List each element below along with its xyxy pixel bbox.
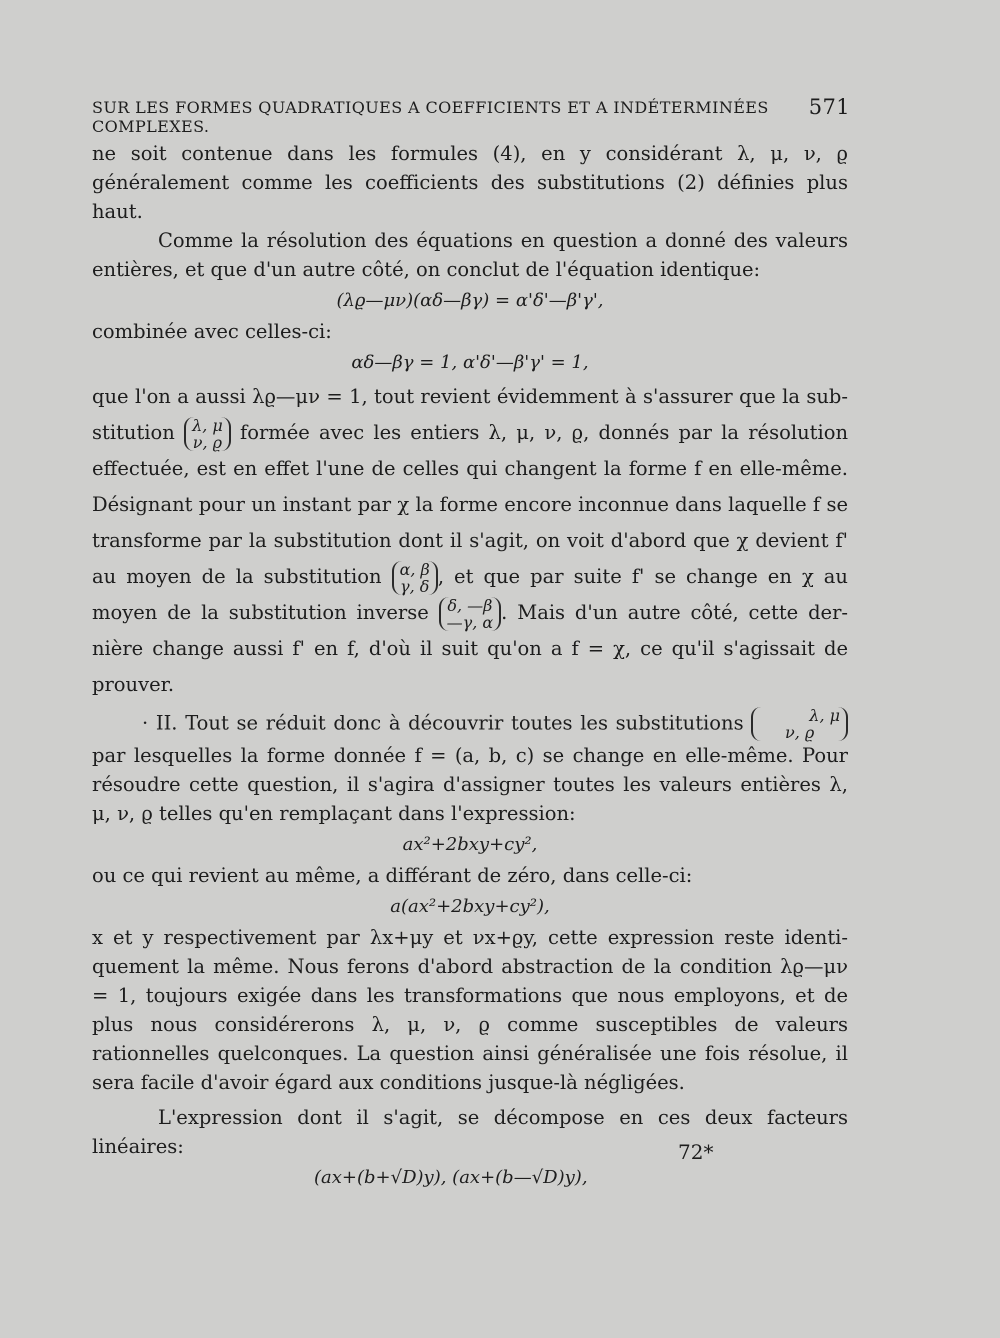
equation: a(ax²+2bxy+cy²), bbox=[390, 896, 550, 917]
section-ii: · II. Tout se réduit donc à découvrir toutes les substitutions λ, μ ν, ϱ par lesquelles la forme donnée f = (a, b, c) se change en elle-même. Pour résoudre cette question, il s'agira d'assigner toutes les valeurs entières λ, μ, ν, ϱ telles qu'en remplaçant dans l'expression: bbox=[92, 706, 848, 825]
running-header bbox=[92, 95, 850, 136]
paragraph: ne soit contenue dans les formules (4), en y considérant λ, μ, ν, ϱ généralement comme les coefficients des substitutions (2) définies plus haut. bbox=[92, 142, 848, 223]
signature-mark: 72* bbox=[678, 1140, 714, 1164]
page-number: 571 bbox=[808, 95, 850, 119]
paragraph: L'expression dont il s'agit, se décompose en ces deux facteurs linéaires: bbox=[92, 1106, 848, 1158]
paragraph: ou ce qui revient au même, a différant de zéro, dans celle-ci: bbox=[92, 864, 693, 887]
equation: (λϱ—μν)(αδ—βγ) = α'δ'—β'γ', bbox=[336, 290, 604, 311]
running-title: SUR LES FORMES QUADRATIQUES A COEFFICIENTS ET A INDÉTERMINÉES COMPLEXES. bbox=[92, 98, 769, 136]
substitution-matrix: λ, μ ν, ϱ bbox=[751, 707, 848, 741]
substitution-matrix: α, β γ, δ bbox=[392, 561, 438, 595]
paragraph: combinée avec celles-ci: bbox=[92, 320, 332, 343]
inverse-substitution-matrix: δ, —β —γ, α bbox=[439, 597, 502, 631]
paragraph: que l'on a aussi λϱ—μν = 1, tout revient évidemment à s'assurer que la sub-stitution λ, μ ν, ϱ formée avec les entiers λ, μ, ν, ϱ, donnés par la résolution effectuée, est en effet l'une de celles qui changent la forme f en elle-même. Désignant pour un instant par χ la forme encore inconnue dans laquelle f se transforme par la substitution dont il s'agit, on voit d'abord que χ devient f' au moyen de la substitution α, β γ, δ , et que par suite f' se change en χ au moyen de la substitution inverse δ, —β —γ, α . Mais d'un autre côté, cette der-nière change aussi f' en f, d'où il suit qu'on a f = χ, ce qu'il s'agissait de prouver. bbox=[92, 385, 849, 696]
page-body bbox=[92, 139, 848, 1194]
substitution-matrix: λ, μ ν, ϱ bbox=[184, 417, 231, 451]
paragraph: x et y respectivement par λx+μy et νx+ϱy, cette expression reste identi-quement la même. Nous ferons d'abord abstraction de la condition λϱ—μν = 1, toujours exigée dans les transformations que nous employons, et de plus nous considérerons λ, μ, ν, ϱ comme susceptibles de valeurs rationnelles quelconques. La question ainsi généralisée une fois résolue, il sera facile d'avoir égard aux conditions jusque-là négligées. bbox=[92, 926, 848, 1094]
equation: ax²+2bxy+cy², bbox=[402, 834, 538, 855]
equation: αδ—βγ = 1, α'δ'—β'γ' = 1, bbox=[351, 352, 589, 373]
paragraph: Comme la résolution des équations en question a donné des valeurs entières, et que d'un autre côté, on conclut de l'équation identique: bbox=[92, 229, 848, 281]
equation: (ax+(b+√D)y), (ax+(b—√D)y), bbox=[314, 1167, 588, 1188]
